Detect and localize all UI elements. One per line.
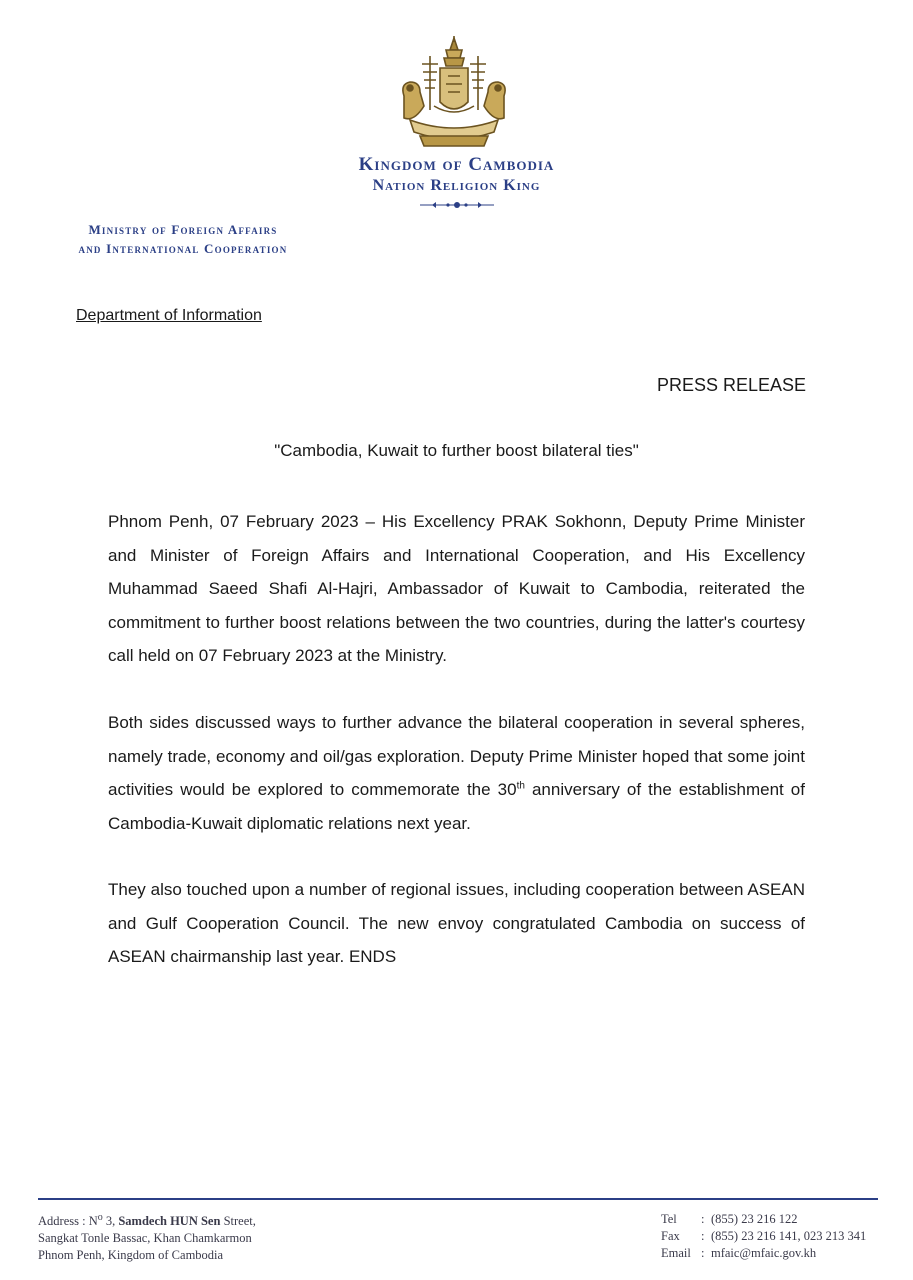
- document-type: PRESS RELEASE: [656, 375, 806, 395]
- ministry-line-2: and International Cooperation: [78, 241, 288, 256]
- ministry-line-1: Ministry of Foreign Affairs: [88, 222, 278, 237]
- tel-label: Tel: [661, 1212, 677, 1226]
- divider-ornament-icon: [420, 199, 494, 211]
- tel-value: (855) 23 216 122: [711, 1212, 798, 1226]
- paragraph-text: [108, 706, 805, 840]
- footer-address: [38, 1213, 256, 1264]
- department-label: Department of Information: [76, 307, 262, 324]
- ordinal-suffix: th: [516, 780, 525, 792]
- address-label: Address : N: [38, 1214, 98, 1228]
- contact-fax: [661, 1228, 866, 1245]
- royal-emblem-icon: [390, 36, 518, 156]
- footer-contact: [661, 1211, 866, 1262]
- address-street-name: Samdech HUN Sen: [118, 1214, 221, 1228]
- body-paragraph-2: [108, 706, 805, 840]
- address-number: 3,: [102, 1214, 119, 1228]
- email-value[interactable]: mfaic@mfaic.gov.kh: [711, 1246, 817, 1260]
- body-paragraph-3: [108, 873, 805, 974]
- press-headline: "Cambodia, Kuwait to further boost bilateral ties": [274, 441, 639, 460]
- body-paragraph-1: [108, 505, 805, 673]
- separator: :: [701, 1246, 705, 1260]
- contact-tel: [661, 1211, 866, 1228]
- separator: :: [701, 1212, 705, 1226]
- address-street-suffix: Street,: [220, 1214, 256, 1228]
- paragraph-text-part: anniversary of the establishment of Cambodia-Kuwait diplomatic relations next year.: [108, 780, 805, 833]
- address-number-sign: o: [97, 1211, 103, 1223]
- email-label: Email: [661, 1246, 691, 1260]
- separator: :: [701, 1229, 705, 1243]
- address-line-1: [38, 1213, 256, 1230]
- fax-label: Fax: [661, 1229, 680, 1243]
- contact-email: [661, 1245, 866, 1262]
- address-line-2: Sangkat Tonle Bassac, Khan Chamkarmon: [38, 1231, 252, 1245]
- fax-value: (855) 23 216 141, 023 213 341: [711, 1229, 867, 1243]
- address-line-3: Phnom Penh, Kingdom of Cambodia: [38, 1248, 224, 1262]
- paragraph-text: They also touched upon a number of regional issues, including cooperation between ASEAN and Gulf Cooperation Council. The new envoy congratulated Cambodia on success of ASEAN chairmanship last year. ENDS: [108, 880, 805, 966]
- footer-divider: [38, 1198, 878, 1200]
- paragraph-text: Phnom Penh, 07 February 2023 – His Excellency PRAK Sokhonn, Deputy Prime Minister and Minister of Foreign Affairs and International Cooperation, and His Excellency Muhammad Saeed Shafi Al-Hajri, Ambassador of Kuwait to Cambodia, reiterated the commitment to further boost relations between the two countries, during the latter's courtesy call held on 07 February 2023 at the Ministry.: [108, 512, 805, 665]
- national-motto: Nation Religion King: [372, 177, 541, 194]
- kingdom-title: Kingdom of Cambodia: [358, 154, 555, 175]
- ministry-name: [38, 220, 328, 258]
- paragraph-text-part: Both sides discussed ways to further advance the bilateral cooperation in several spheres, namely trade, economy and oil/gas exploration. Deputy Prime Minister hoped that some joint activities would be explored to commemorate the 30: [108, 713, 805, 799]
